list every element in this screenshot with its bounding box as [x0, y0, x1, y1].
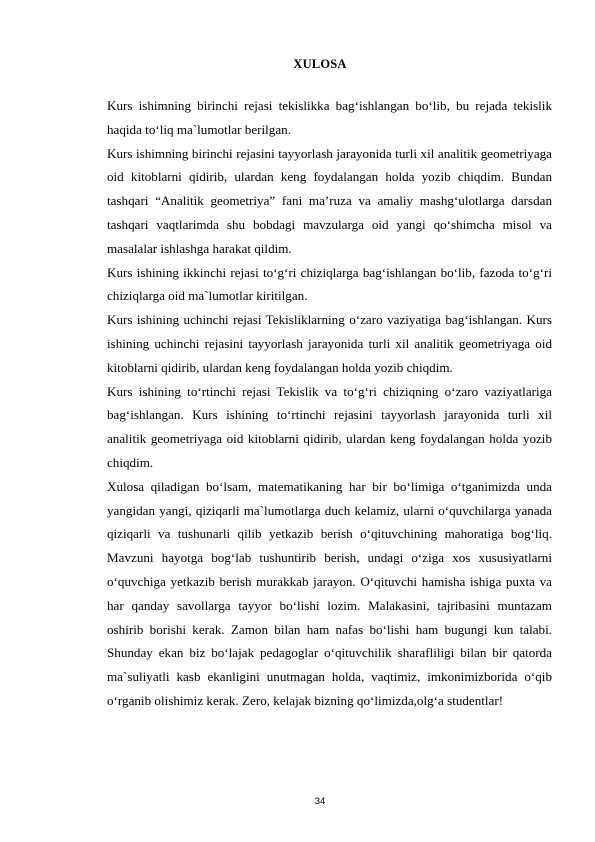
paragraph-2: Kurs ishimning birinchi rejasini tayyorlash jarayonida turli xil analitik geometriyaga oid kitoblarni qidirib, ulardan keng foydalangan holda yozib chiqdim. Bundan tashqari “Analitik geometriya” fani ma’ruza va amaliy mashg‘ulotlarga darsdan tashqari vaqtlarimda shu bobdagi mavzularga oid yangi qo‘shimcha misol va masalalar ishlashga harakat qildim.	[107, 145, 552, 256]
paragraph-3: Kurs ishining ikkinchi rejasi to‘g‘ri chiziqlarga bag‘ishlangan bo‘lib, fazoda to‘g‘ri chiziqlarga oid ma`lumotlar kiritilgan.	[107, 264, 552, 304]
paragraph-5: Kurs ishining to‘rtinchi rejasi Tekislik va to‘g‘ri chiziqning o‘zaro vaziyatlariga bag‘ishlangan. Kurs ishining to‘rtinchi rejasini tayyorlash jarayonida turli xil analitik geometriyaga oid kitoblarni qidirib, ulardan keng foydalangan holda yozib chiqdim.	[107, 383, 552, 470]
paragraph-6: Xulosa qiladigan bo‘lsam, matematikaning har bir bo‘limiga o‘tganimizda unda yangidan yangi, qiziqarli ma`lumotlarga duch kelamiz, ularni o‘quvchilarga yanada qiziqarli va tushunarli qilib yetkazib berish o‘qituvchining mahoratiga bog‘liq. Mavzuni hayotga bog‘lab tushuntirib berish, undagi o‘ziga xos xususiyatlarni o‘quvchiga yetkazib berish murakkab jarayon. O‘qituvchi hamisha ishiga puxta va har qanday savollarga tayyor bo‘lishi lozim. Malakasini, tajribasini muntazam oshirib borishi kerak. Zamon bilan ham nafas bo‘lishi ham bugungi kun talabi. Shunday ekan biz bo‘lajak pedagoglar o‘qituvchilik sharafliligi bilan bir qatorda ma`suliyatli kasb ekanligini unutmagan holda, vaqtimiz, imkonimizborida o‘qib o‘rganib olishimiz kerak. Zero, kelajak bizning qo‘limizda,olg‘a studentlar!	[107, 478, 552, 708]
paragraph-1: Kurs ishimning birinchi rejasi tekislikka bag‘ishlangan bo‘lib, bu rejada tekislik haqida to‘liq ma`lumotlar berilgan.	[107, 98, 552, 137]
body-text	[107, 94, 552, 713]
page-title: XULOSA	[293, 57, 347, 71]
page-number: 34	[314, 796, 326, 807]
paragraph-4: Kurs ishining uchinchi rejasi Tekisliklarning o‘zaro vaziyatiga bag‘ishlangan. Kurs ishining uchinchi rejasini tayyorlash jarayonida turli xil analitik geometriyaga oid kitoblarni qidirib, ulardan keng foydalangan holda yozib chiqdim.	[107, 312, 552, 375]
